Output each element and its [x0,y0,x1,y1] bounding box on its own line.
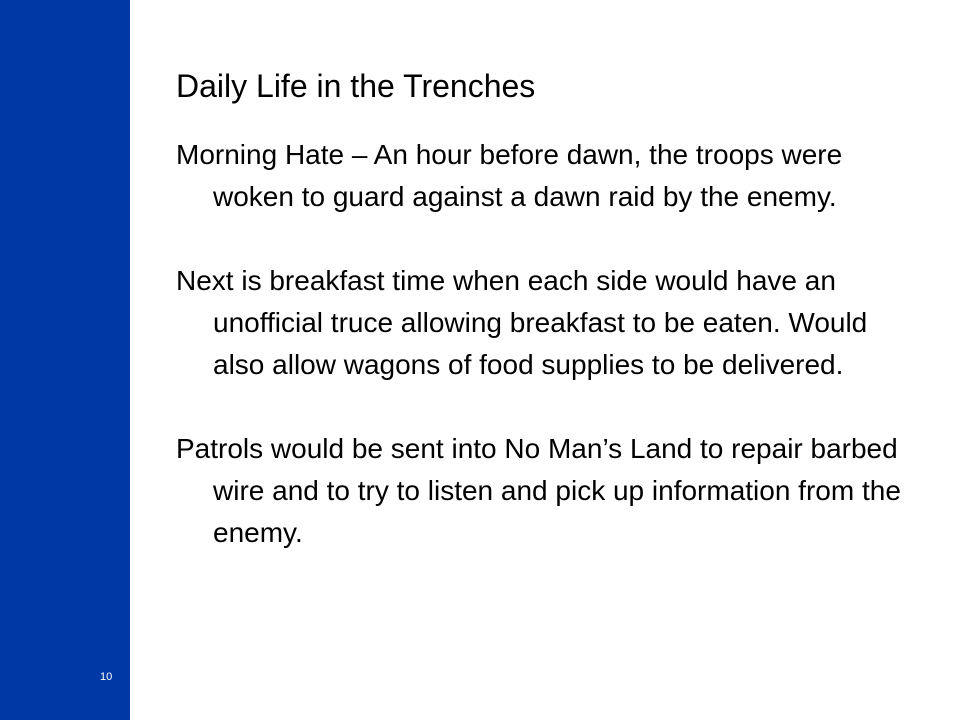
paragraph-patrols: Patrols would be sent into No Man’s Land to repair barbed wire and to try to listen and pick up information from the enemy. [176,433,901,548]
sidebar-bar [0,0,130,720]
slide-body [176,134,916,596]
slide-number: 10 [100,671,113,683]
slide-title: Daily Life in the Trenches [176,68,536,104]
paragraph-breakfast: Next is breakfast time when each side would have an unofficial truce allowing breakfast to be eaten. Would also allow wagons of food supplies to be delivered. [176,265,868,380]
paragraph-morning-hate: Morning Hate – An hour before dawn, the troops were woken to guard against a dawn raid by the enemy. [176,139,843,212]
